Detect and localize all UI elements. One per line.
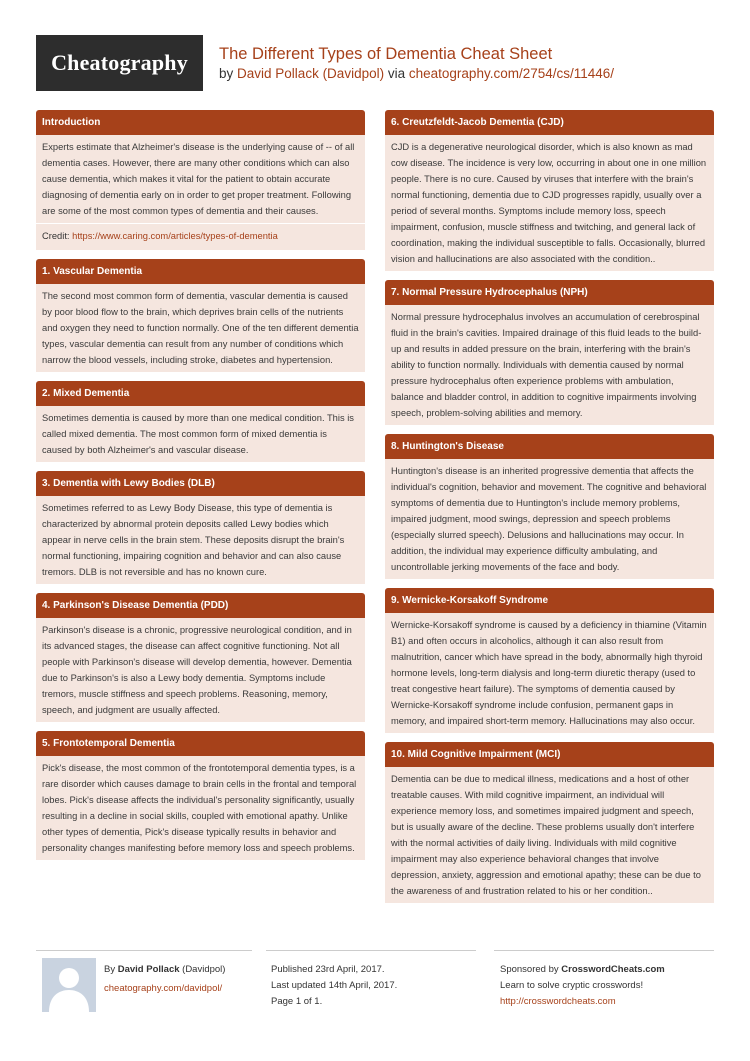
section-header: 2. Mixed Dementia xyxy=(36,381,365,406)
credit-link[interactable]: https://www.caring.com/articles/types-of-dementia xyxy=(72,231,278,241)
byline-prefix: by xyxy=(219,66,234,81)
section-header: 1. Vascular Dementia xyxy=(36,259,365,284)
page-number: Page 1 of 1. xyxy=(271,996,323,1007)
footer-author xyxy=(104,962,225,997)
page-header xyxy=(36,35,714,91)
section-vascular-dementia xyxy=(36,259,365,372)
section-body: Pick's disease, the most common of the frontotemporal dementia types, is a rare disorder which causes damage to brain cells in the frontal and temporal lobes. Pick's disease affects the individual's personality significantly, usually resulting in a decline in social skills, coupled with emotional apathy. Unlike other types of dementia, Pick's disease typically results in behavior and personality changes manifesting before memory loss and speech problems. xyxy=(36,756,365,860)
section-wernicke-korsakoff xyxy=(385,588,714,733)
section-header: 10. Mild Cognitive Impairment (MCI) xyxy=(385,742,714,767)
section-parkinsons xyxy=(36,593,365,722)
section-header: 3. Dementia with Lewy Bodies (DLB) xyxy=(36,471,365,496)
title-block xyxy=(219,44,614,83)
section-frontotemporal xyxy=(36,731,365,860)
section-header: 6. Creutzfeldt-Jacob Dementia (CJD) xyxy=(385,110,714,135)
sheet-url-link[interactable]: cheatography.com/2754/cs/11446/ xyxy=(408,66,615,81)
sponsored-label: Sponsored by xyxy=(500,964,559,975)
author-line xyxy=(104,962,225,978)
section-body: Huntington's disease is an inherited progressive dementia that affects the individual's cognition, behavior and movement. The cognitive and behavioral symptoms of dementia due to Huntington's include memory problems, impaired judgment, mood swings, depression and speech problems (especially slurred speech). Delusions and hallucinations may occur. In addition, the individual may experience difficulty ambulating, and uncontrollable jerking movements of the face and body. xyxy=(385,459,714,579)
section-cjd xyxy=(385,110,714,271)
section-body: Dementia can be due to medical illness, medications and a host of other treatable causes. With mild cognitive impairment, an individual will experience memory loss, and sometimes impaired judgment and speech, but is usually aware of the decline. These problems usually don't interfere with the normal activities of daily living. Individuals with mild cognitive impairment may also experience behavioral changes that involve depression, anxiety, aggression and emotional apathy; these can be due to the awareness of and frustration related to his or her condition.. xyxy=(385,767,714,903)
byline-via: via xyxy=(387,66,406,81)
footer-divider xyxy=(494,950,714,951)
page-footer xyxy=(36,950,714,1020)
section-lewy-bodies xyxy=(36,471,365,584)
sponsor-tagline: Learn to solve cryptic crosswords! xyxy=(500,980,644,991)
footer-sponsor xyxy=(500,962,665,1010)
section-header: 7. Normal Pressure Hydrocephalus (NPH) xyxy=(385,280,714,305)
section-header: 5. Frontotemporal Dementia xyxy=(36,731,365,756)
footer-divider xyxy=(266,950,476,951)
section-body: The second most common form of dementia, vascular dementia is caused by poor blood flow to the brain, which deprives brain cells of the nutrients and oxygen they need to function normally. One of the ten different dementia types, vascular dementia can result from any number of conditions which narrow the blood vessels, including stroke, diabetes and hypertension. xyxy=(36,284,365,372)
left-column xyxy=(36,110,365,869)
section-header: 9. Wernicke-Korsakoff Syndrome xyxy=(385,588,714,613)
section-body: Sometimes dementia is caused by more than one medical condition. This is called mixed dementia. The most common form of mixed dementia is caused by both Alzheimer's and vascular disease. xyxy=(36,406,365,462)
section-nph xyxy=(385,280,714,425)
user-silhouette-icon xyxy=(42,958,96,1012)
sponsor-link[interactable]: http://crosswordcheats.com xyxy=(500,996,616,1007)
sponsor-name[interactable]: CrosswordCheats.com xyxy=(561,964,665,975)
page-title: The Different Types of Dementia Cheat Sheet xyxy=(219,45,553,63)
author-profile-link[interactable]: cheatography.com/davidpol/ xyxy=(104,983,223,994)
updated-date: Last updated 14th April, 2017. xyxy=(271,980,398,991)
sponsor-line xyxy=(500,962,665,978)
section-introduction xyxy=(36,110,365,250)
footer-author-name[interactable]: David Pollack xyxy=(117,964,180,975)
footer-dates xyxy=(271,962,397,1010)
section-body: CJD is a degenerative neurological disorder, which is also known as mad cow disease. The incidence is very low, occurring in about one in one million people. There is no cure. Caused by viruses that interfere with the brain's normal functioning, dementia due to CJD progresses rapidly, usually over a period of several months. Symptoms include memory loss, speech impairment, confusion, muscle stiffness and twitching, and general lack of coordination, making the individual susceptible to falls. Occasionally, blurred vision and hallucinations are also associated with the condition.. xyxy=(385,135,714,271)
cheatography-logo[interactable]: Cheatography xyxy=(36,35,203,91)
footer-author-handle: (Davidpol) xyxy=(182,964,226,975)
credit-label: Credit: xyxy=(42,231,70,241)
section-body: Wernicke-Korsakoff syndrome is caused by a deficiency in thiamine (Vitamin B1) and often occurs in alcoholics, although it can also result from malnutrition, cancer which have spread in the body, abnormally high thyroid hormone levels, long-term dialysis and long-term diuretic therapy (used to treat congestive heart failure). The symptoms of dementia caused by Wernicke-Korsakoff syndrome include confusion, permanent gaps in memory, and impaired short-term memory. Hallucinations may also occur. xyxy=(385,613,714,733)
right-column xyxy=(385,110,714,912)
section-header: 4. Parkinson's Disease Dementia (PDD) xyxy=(36,593,365,618)
by-label: By xyxy=(104,964,116,975)
avatar[interactable] xyxy=(42,958,96,1012)
section-body: Normal pressure hydrocephalus involves an accumulation of cerebrospinal fluid in the brain's cavities. Impaired drainage of this fluid leads to the build-up and results in added pressure on the brain, interfering with the brain's ability to function normally. Individuals with dementia caused by normal pressure hydrocephalus often experience problems with ambulation, balance and bladder control, in addition to cognitive impairments involving speech, problem-solving abilities and memory. xyxy=(385,305,714,425)
published-date: Published 23rd April, 2017. xyxy=(271,964,385,975)
section-body: Parkinson's disease is a chronic, progressive neurological condition, and in its advanced stages, the disease can affect cognitive functioning. Not all people with Parkinson's disease will develop dementia, however. Dementia due to Parkinson's is also a Lewy body dementia. Symptoms include tremors, muscle stiffness and speech problems. Reasoning, memory, speech, and judgment are usually affected. xyxy=(36,618,365,722)
section-header: Introduction xyxy=(36,110,365,135)
byline xyxy=(219,65,614,83)
section-header: 8. Huntington's Disease xyxy=(385,434,714,459)
credit-line xyxy=(36,223,365,250)
section-body: Experts estimate that Alzheimer's disease is the underlying cause of -- of all dementia cases. However, there are many other conditions which can also cause dementia, which makes it vital for the patient to obtain accurate diagnosing of dementia early on in order to get proper treatment. Following are some of the most common types of dementia and their causes. xyxy=(36,135,365,223)
section-body: Sometimes referred to as Lewy Body Disease, this type of dementia is characterized by abnormal protein deposits called Lewy bodies which appear in nerve cells in the brain stem. These deposits disrupt the brain's normal functioning, impairing cognition and behavior and can also cause tremors. DLB is not reversible and has no known cure. xyxy=(36,496,365,584)
section-huntingtons xyxy=(385,434,714,579)
section-mixed-dementia xyxy=(36,381,365,462)
section-mci xyxy=(385,742,714,903)
footer-divider xyxy=(36,950,252,951)
author-link[interactable]: David Pollack (Davidpol) xyxy=(237,66,385,81)
